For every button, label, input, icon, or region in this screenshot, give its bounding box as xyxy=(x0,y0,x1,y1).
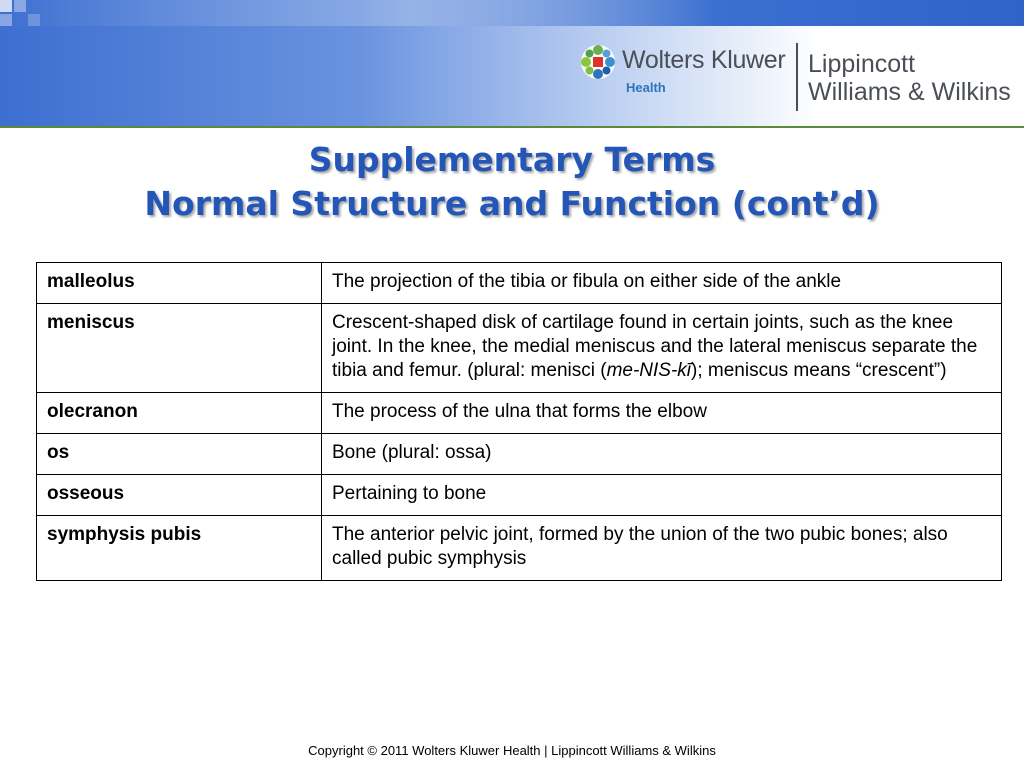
logo-divider xyxy=(796,43,798,111)
decorative-square xyxy=(14,0,26,12)
logo-imprint-line2: Williams & Wilkins xyxy=(808,78,1011,106)
term-cell: os xyxy=(37,434,322,475)
term-cell: malleolus xyxy=(37,263,322,304)
definition-cell: The projection of the tibia or fibula on either side of the ankle xyxy=(322,263,1002,304)
pronunciation: me-NIS-kī xyxy=(606,360,692,381)
term-cell: olecranon xyxy=(37,393,322,434)
definition-cell: Pertaining to bone xyxy=(322,475,1002,516)
definition-cell: The process of the ulna that forms the elbow xyxy=(322,393,1002,434)
table-row xyxy=(37,434,1002,475)
definition-text: Crescent-shaped disk of cartilage found in certain joints, such as the knee joint. In the knee, the medial meniscus and the lateral meniscus separate the tibia and femur. (plural: menisci ( xyxy=(332,312,978,381)
logo-company-name: Wolters Kluwer xyxy=(622,46,786,74)
terms-table xyxy=(36,262,1002,581)
decorative-square xyxy=(0,0,12,12)
footer-copyright: Copyright © 2011 Wolters Kluwer Health | Lippincott Williams & Wilkins xyxy=(308,743,716,758)
header-top-strip xyxy=(0,0,1024,26)
table-row xyxy=(37,263,1002,304)
definition-cell xyxy=(322,304,1002,393)
table-row xyxy=(37,304,1002,393)
page-title xyxy=(0,138,1024,226)
logo-division: Health xyxy=(626,80,666,95)
table-row xyxy=(37,516,1002,581)
decorative-square xyxy=(28,14,40,26)
header-divider-line xyxy=(0,126,1024,128)
logo-imprint-line1: Lippincott xyxy=(808,50,916,78)
term-cell: meniscus xyxy=(37,304,322,393)
wolters-kluwer-logo-icon xyxy=(580,44,616,80)
definition-cell: Bone (plural: ossa) xyxy=(322,434,1002,475)
term-cell: osseous xyxy=(37,475,322,516)
table-row xyxy=(37,393,1002,434)
definition-cell: The anterior pelvic joint, formed by the union of the two pubic bones; also called pubic symphysis xyxy=(322,516,1002,581)
term-cell: symphysis pubis xyxy=(37,516,322,581)
title-line-1: Supplementary Terms xyxy=(308,140,716,179)
table-row xyxy=(37,475,1002,516)
definition-text: ); meniscus means “crescent”) xyxy=(691,360,947,381)
decorative-square xyxy=(0,14,12,26)
title-line-2: Normal Structure and Function (cont’d) xyxy=(144,184,880,223)
